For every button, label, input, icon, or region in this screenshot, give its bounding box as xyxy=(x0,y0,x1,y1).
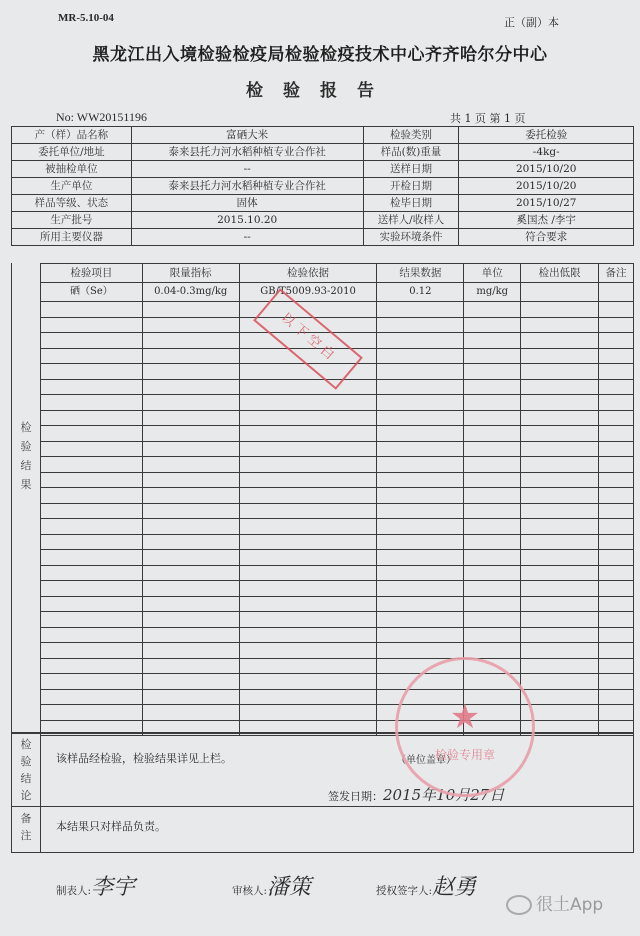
prepared-by: 制表人:李宇 xyxy=(56,875,136,900)
copy-type: 正（副）本 xyxy=(504,16,559,29)
result-cell-method: GB/T5009.93-2010 xyxy=(239,283,377,302)
result-cell-result: 0.12 xyxy=(377,283,464,302)
star-icon: ★ xyxy=(449,697,481,737)
empty-row xyxy=(41,503,634,519)
result-cell-note xyxy=(599,283,634,302)
reviewed-signature: 潘策 xyxy=(267,875,312,900)
result-cell-item: 硒（Se） xyxy=(41,283,143,302)
side-label-char: 验 xyxy=(20,755,32,768)
info-value: 2015/10/20 xyxy=(459,178,634,195)
result-row xyxy=(41,283,634,302)
remarks-text: 本结果只对样品负责。 xyxy=(56,820,166,833)
column-header: 检验依据 xyxy=(239,264,377,283)
column-header: 单位 xyxy=(464,264,521,283)
side-label-char: 结 xyxy=(20,772,32,785)
info-label: 生产单位 xyxy=(12,178,132,195)
side-label-char: 论 xyxy=(20,789,32,802)
column-header: 结果数据 xyxy=(377,264,464,283)
info-value: 2015/10/27 xyxy=(459,195,634,212)
empty-row xyxy=(41,488,634,504)
info-row xyxy=(12,195,634,212)
official-seal: ★ 检验专用章 xyxy=(395,657,535,797)
info-row xyxy=(12,212,634,229)
side-label-char: 检 xyxy=(20,421,32,434)
result-cell-limit: 0.04-0.3mg/kg xyxy=(142,283,239,302)
info-label: 产（样）品名称 xyxy=(12,127,132,144)
info-label: 送样人/收样人 xyxy=(363,212,459,229)
issue-date-label: 签发日期： xyxy=(328,790,383,803)
side-label-char: 验 xyxy=(20,440,32,453)
empty-row xyxy=(41,395,634,411)
info-row xyxy=(12,127,634,144)
empty-row xyxy=(41,581,634,597)
empty-row xyxy=(41,426,634,442)
empty-row xyxy=(41,705,634,721)
empty-row xyxy=(41,596,634,612)
empty-row xyxy=(41,302,634,318)
empty-row xyxy=(41,627,634,643)
empty-row xyxy=(41,457,634,473)
empty-row xyxy=(41,674,634,690)
info-value: -- xyxy=(131,161,363,178)
info-value: 富硒大米 xyxy=(131,127,363,144)
info-value: 泰来县托力河水稻种植专业合作社 xyxy=(131,178,363,195)
info-label: 样品等级、状态 xyxy=(12,195,132,212)
column-header: 检验项目 xyxy=(41,264,143,283)
reviewed-by: 审核人:潘策 xyxy=(232,875,312,900)
info-value: 奚国杰 /李宇 xyxy=(459,212,634,229)
empty-row xyxy=(41,472,634,488)
report-number: No: WW20151196 xyxy=(56,110,147,124)
report-title: 检验报告 xyxy=(246,81,394,101)
empty-row xyxy=(41,565,634,581)
empty-row xyxy=(41,519,634,535)
info-label: 送样日期 xyxy=(363,161,459,178)
side-label-char: 检 xyxy=(20,738,32,751)
authorized-by: 授权签字人:赵勇 xyxy=(376,875,477,900)
info-label: 生产批号 xyxy=(12,212,132,229)
info-row xyxy=(12,144,634,161)
form-code: MR-5.10-04 xyxy=(58,12,114,24)
info-value: 2015.10.20 xyxy=(131,212,363,229)
info-label: 所用主要仪器 xyxy=(12,229,132,246)
info-label: 被抽检单位 xyxy=(12,161,132,178)
results-table xyxy=(40,263,634,736)
empty-row xyxy=(41,317,634,333)
prepared-signature: 李宇 xyxy=(91,875,136,900)
info-value: 泰来县托力河水稻种植专业合作社 xyxy=(131,144,363,161)
column-header: 检出低限 xyxy=(521,264,599,283)
watermark: 很土App xyxy=(506,890,603,915)
info-label: 检毕日期 xyxy=(363,195,459,212)
info-value: 2015/10/20 xyxy=(459,161,634,178)
remarks-section xyxy=(11,806,634,853)
empty-row xyxy=(41,658,634,674)
authorized-signature: 赵勇 xyxy=(432,875,477,900)
column-header: 备注 xyxy=(599,264,634,283)
info-label: 委托单位/地址 xyxy=(12,144,132,161)
empty-row xyxy=(41,612,634,628)
page-count: 共 1 页 第 1 页 xyxy=(450,112,526,125)
results-header-row xyxy=(41,264,634,283)
empty-row xyxy=(41,689,634,705)
info-value: 符合要求 xyxy=(459,229,634,246)
info-row xyxy=(12,178,634,195)
empty-row xyxy=(41,534,634,550)
info-label: 实验环境条件 xyxy=(363,229,459,246)
wechat-icon xyxy=(506,895,532,915)
seal-label: （单位盖章） xyxy=(396,755,456,766)
side-label-char: 注 xyxy=(20,829,32,842)
info-value: 固体 xyxy=(131,195,363,212)
organization-name: 黑龙江出入境检验检疫局检验检疫技术中心齐齐哈尔分中心 xyxy=(92,45,548,65)
side-label-char: 结 xyxy=(20,459,32,472)
info-row xyxy=(12,229,634,246)
empty-row xyxy=(41,643,634,659)
column-header: 限量指标 xyxy=(142,264,239,283)
info-value: -- xyxy=(131,229,363,246)
info-row xyxy=(12,161,634,178)
info-label: 开检日期 xyxy=(363,178,459,195)
void-below-stamp: 以下空白 xyxy=(253,288,363,390)
info-label: 样品(数)重量 xyxy=(363,144,459,161)
info-label: 检验类别 xyxy=(363,127,459,144)
info-value: 委托检验 xyxy=(459,127,634,144)
conclusion-section xyxy=(11,733,634,807)
empty-row xyxy=(41,441,634,457)
empty-row xyxy=(41,550,634,566)
info-value: -4kg- xyxy=(459,144,634,161)
side-label-char: 果 xyxy=(20,478,32,491)
sample-info-table xyxy=(11,126,634,246)
result-cell-lod xyxy=(521,283,599,302)
side-label-char: 备 xyxy=(20,812,32,825)
conclusion-text: 该样品经检验，检验结果详见上栏。 xyxy=(56,752,232,765)
result-cell-unit: mg/kg xyxy=(464,283,521,302)
issue-date-value: 2015年10月27日 xyxy=(383,786,505,804)
empty-row xyxy=(41,410,634,426)
results-side-label xyxy=(12,263,41,732)
